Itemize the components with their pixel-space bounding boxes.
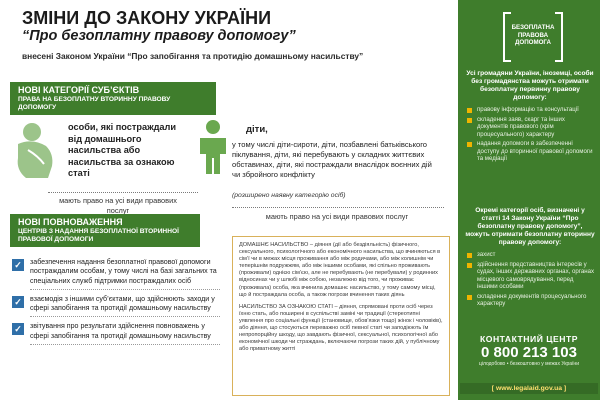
bullet-icon	[467, 295, 472, 300]
logo-line: ПРАВОВА	[517, 31, 549, 39]
list-item	[12, 322, 227, 345]
gender-violence-definition: НАСИЛЬСТВО ЗА ОЗНАКОЮ СТАТІ – діяння, спрямовані проти осіб через їхню стать, або поширені в суспільстві заміні чи традиції (стереотипні уявлення про соціальні функції (становище, обов’язки тощо) жінок і чоловіків), або діяння, що стосуються переважно осіб певної статі чи заподіюють їм непропорційну шкоду, що завдають фізичної, сексуальної, психологічної або економічної шкоди чи страждань, включаючи погрози таких дій, у публічному або приватному житті	[239, 303, 443, 353]
dotted-divider	[48, 192, 198, 193]
primary-aid-title: Усі громадяни України, іноземці, особи без громадянства можуть отримати безоплатну первинну правову допомогу:	[466, 70, 594, 102]
bullet-icon	[467, 263, 472, 268]
primary-aid-item: надання допомоги в забезпеченні доступу до вторинної правової допомоги та медіації	[477, 140, 593, 163]
children-category-title: діти,	[246, 124, 268, 135]
children-category-text: у тому числі діти-сироти, діти, позбавлені батьківського піклування, діти, які перебувають у складних життєвих обставинах, діти, які постраждали внаслідок воєнних дій чи збройного конфлікту	[232, 140, 432, 179]
contact-center	[460, 334, 598, 367]
logo	[503, 12, 563, 62]
definitions-box	[232, 236, 450, 396]
hotline-phone[interactable]: 0 800 213 103	[481, 344, 577, 361]
amended-by-note: внесені Законом України “Про запобігання та протидію домашньому насильству”	[22, 51, 364, 61]
power-item-text: забезпечення надання безоплатної правової допомоги постраждалим особам, у тому числі на базі загальних та спеціальних служб підтримки постраждалих осіб	[30, 258, 220, 290]
dotted-divider	[232, 207, 444, 208]
bullet-icon	[467, 118, 472, 123]
primary-aid-list	[465, 106, 595, 163]
powers-checklist	[12, 258, 227, 350]
new-categories-subheading: ПРАВА НА БЕЗОПЛАТНУ ВТОРИННУ ПРАВОВУ ДОПОМОГУ	[18, 96, 171, 111]
power-item-text: звітування про результати здійснення повноважень у сфері запобігання та протидії домашньому насильству	[30, 322, 220, 345]
page-title: ЗМІНИ ДО ЗАКОНУ УКРАЇНИ	[22, 8, 272, 28]
page-subtitle: “Про безоплатну правову допомогу”	[22, 28, 296, 44]
checkbox-icon: ✓	[12, 259, 24, 271]
list-item	[465, 261, 595, 291]
children-category-note: (розширено наявну категорію осіб)	[232, 192, 346, 199]
list-item	[465, 106, 595, 114]
checkbox-icon: ✓	[12, 323, 24, 335]
logo-line: БЕЗОПЛАТНА	[511, 24, 555, 31]
list-item	[12, 258, 227, 290]
primary-aid-item: складення заяв, скарг та інших документів правового (крім процесуального) характеру	[477, 115, 565, 138]
contact-center-note: цілодобово • безкоштовно у межах України	[479, 361, 579, 367]
victims-rights-text: мають право на усі види правових послуг	[59, 196, 177, 215]
bullet-icon	[467, 253, 472, 258]
list-item	[465, 293, 595, 308]
new-powers-subheading: ЦЕНТРІВ З НАДАННЯ БЕЗОПЛАТНОЇ ВТОРИННОЇ ПРАВОВОЇ ДОПОМОГИ	[18, 228, 179, 243]
bullet-icon	[467, 108, 472, 113]
victims-category-text: особи, які постраждали від домашнього насильства або насильства за ознакою статі	[68, 122, 177, 178]
logo-bracket-left	[503, 12, 511, 62]
secondary-aid-title: Окремі категорії осіб, визначені у статті 14 Закону України “Про безоплатну правову допомогу”, можуть отримати безоплатну вторинну правову допомогу:	[465, 207, 595, 247]
secondary-aid-item: складення документів процесуального характеру	[477, 292, 587, 308]
list-item	[465, 140, 595, 163]
logo-line: ДОПОМОГА	[514, 39, 552, 47]
new-powers-header	[10, 214, 200, 247]
secondary-aid-item: здійснення представництва інтересів у судах, інших державних органах, органах місцевого самоврядування, перед іншими особами	[477, 260, 595, 291]
primary-aid-block	[465, 70, 595, 165]
logo-text	[503, 12, 563, 47]
secondary-aid-item: захист	[477, 251, 496, 259]
secondary-aid-list	[465, 251, 595, 308]
secondary-aid-block	[465, 207, 595, 310]
logo-bracket-right	[555, 12, 563, 62]
new-powers-heading: НОВІ ПОВНОВАЖЕННЯ	[18, 217, 123, 227]
domestic-violence-definition: ДОМАШНЄ НАСИЛЬСТВО – діяння (дії або бездіяльність) фізичного, сексуального, психологічного або економічного насильства, що вчиняються в сім’ї чи в межах місця проживання або між родичами, або між колишнім чи теперішнім подружжям, або між іншими особами, які спільно проживають (проживали) однією сім’єю, але не перебувають (не перебували) у родинних відносинах чи у шлюбі між собою, незалежно від того, чи проживає (проживала) особа, яка вчинила домашнє насильство, у тому самому місці, що й постраждала особа, а також погрози вчинення таких діянь	[239, 242, 441, 298]
list-item	[12, 295, 227, 318]
website-link[interactable]: [ www.legalaid.gov.ua ]	[460, 383, 598, 394]
bullet-icon	[467, 142, 472, 147]
list-item	[465, 251, 595, 259]
new-categories-heading: НОВІ КАТЕГОРІЇ СУБ’ЄКТІВ	[18, 85, 140, 95]
checkbox-icon: ✓	[12, 296, 24, 308]
children-rights-text: мають право на усі види правових послуг	[265, 212, 409, 221]
power-item-text: взаємодія з іншими суб’єктами, що здійснюють заходи у сфері запобігання та протидії домашньому насильству	[30, 295, 220, 318]
victim-person-icon	[8, 120, 62, 182]
list-item	[465, 116, 595, 139]
contact-center-title: КОНТАКТНИЙ ЦЕНТР	[480, 334, 578, 344]
child-person-icon	[196, 118, 230, 176]
new-categories-header	[10, 82, 216, 115]
primary-aid-item: правову інформацію та консультації	[477, 106, 579, 114]
